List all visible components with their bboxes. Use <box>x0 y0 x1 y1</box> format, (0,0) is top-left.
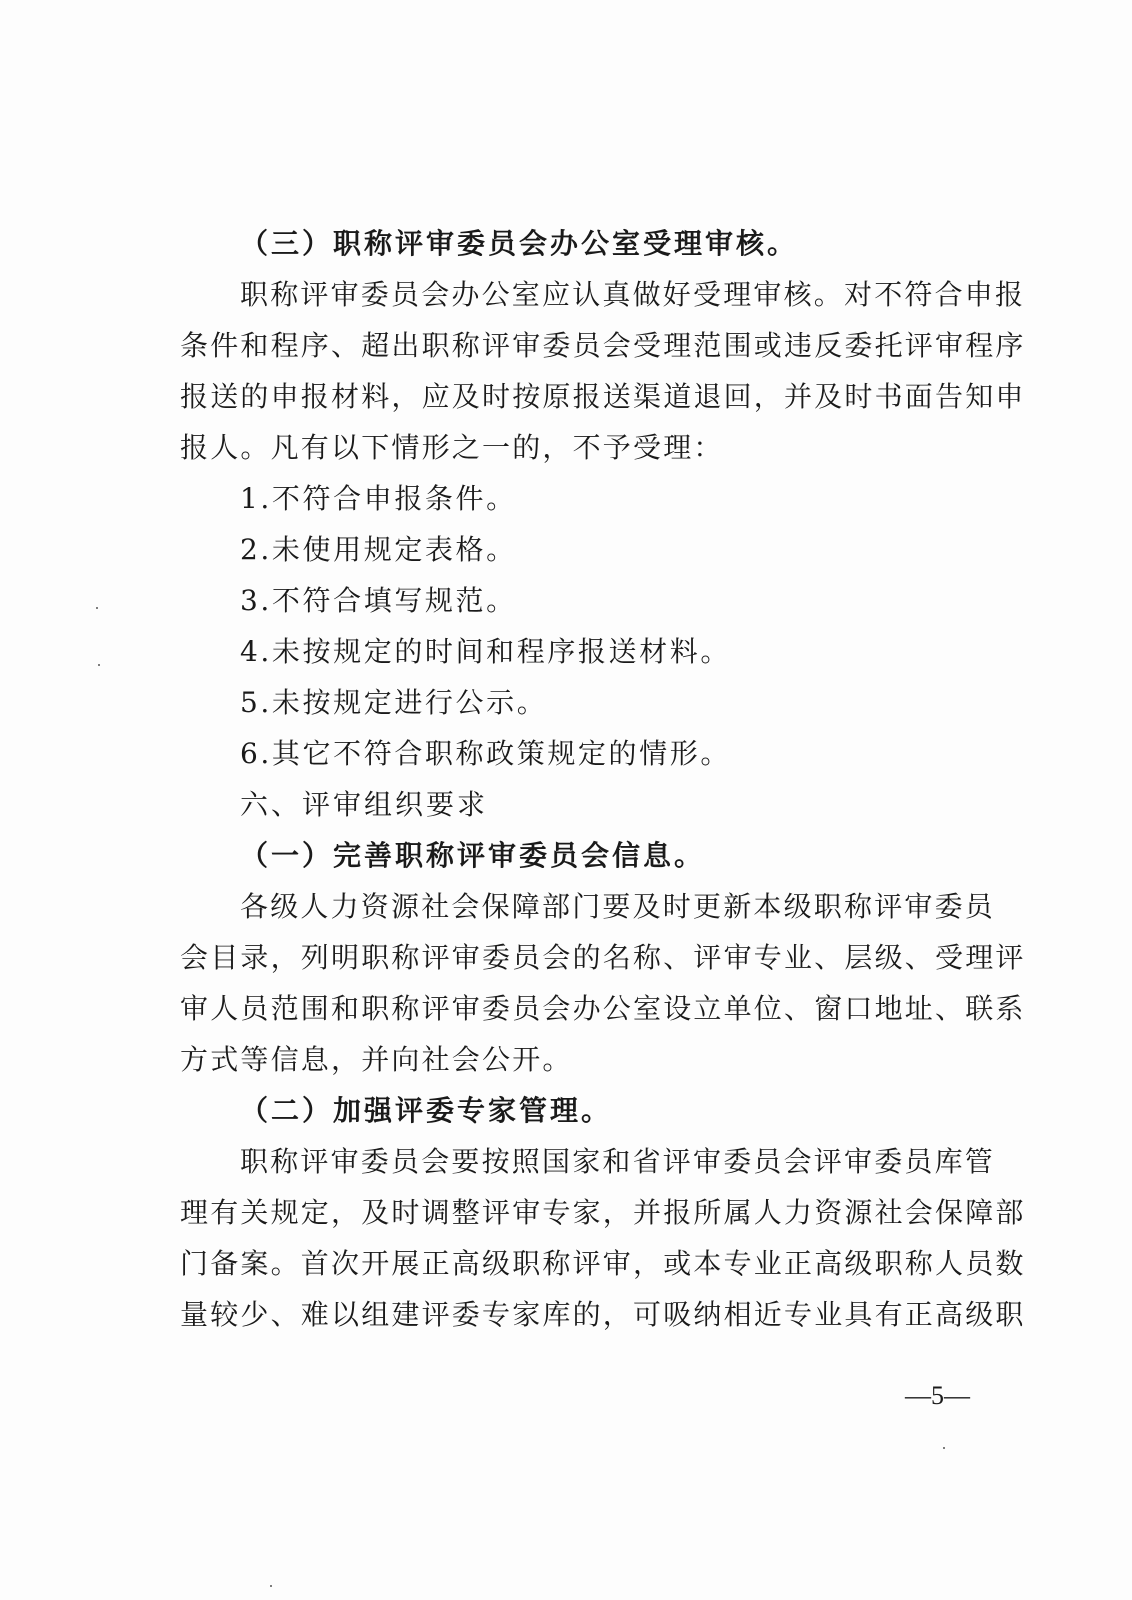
list-item: 4.未按规定的时间和程序报送材料。 <box>240 635 731 668</box>
list-item: 2.未使用规定表格。 <box>240 533 517 566</box>
paragraph-line: 理有关规定，及时调整评审专家，并报所属人力资源社会保障部 <box>180 1196 1026 1229</box>
page-number: —5— <box>905 1381 970 1410</box>
list-item: 6.其它不符合职称政策规定的情形。 <box>240 737 731 770</box>
list-item: 3.不符合填写规范。 <box>240 584 517 617</box>
paragraph-line: 方式等信息，并向社会公开。 <box>180 1043 573 1076</box>
subheading-three: （三）职称评审委员会办公室受理审核。 <box>240 227 799 260</box>
paragraph-line: 会目录，列明职称评审委员会的名称、评审专业、层级、受理评 <box>180 941 1026 974</box>
section-heading: 六、评审组织要求 <box>240 788 489 821</box>
paragraph-line: 量较少、难以组建评委专家库的，可吸纳相近专业具有正高级职 <box>180 1298 1026 1331</box>
paragraph-line: 门备案。首次开展正高级职称评审，或本专业正高级职称人员数 <box>180 1247 1026 1280</box>
list-item: 5.未按规定进行公示。 <box>240 686 548 719</box>
document-body <box>180 218 1026 1340</box>
list-item: 1.不符合申报条件。 <box>240 482 517 515</box>
paragraph-line: 报送的申报材料，应及时按原报送渠道退回，并及时书面告知申 <box>180 380 1026 413</box>
scan-speck <box>98 664 100 666</box>
paragraph-line: 职称评审委员会要按照国家和省评审委员会评审委员库管 <box>240 1145 996 1178</box>
scan-speck <box>943 1447 945 1449</box>
subheading-one: （一）完善职称评审委员会信息。 <box>240 839 706 872</box>
paragraph-line: 报人。凡有以下情形之一的，不予受理： <box>180 431 724 464</box>
paragraph-line: 各级人力资源社会保障部门要及时更新本级职称评审委员 <box>240 890 996 923</box>
scan-speck <box>96 607 98 609</box>
subheading-two: （二）加强评委专家管理。 <box>240 1094 613 1127</box>
paragraph-line: 审人员范围和职称评审委员会办公室设立单位、窗口地址、联系 <box>180 992 1026 1025</box>
paragraph-line: 职称评审委员会办公室应认真做好受理审核。对不符合申报 <box>240 278 1026 311</box>
paragraph-line: 条件和程序、超出职称评审委员会受理范围或违反委托评审程序 <box>180 329 1026 362</box>
scan-speck <box>270 1585 272 1587</box>
